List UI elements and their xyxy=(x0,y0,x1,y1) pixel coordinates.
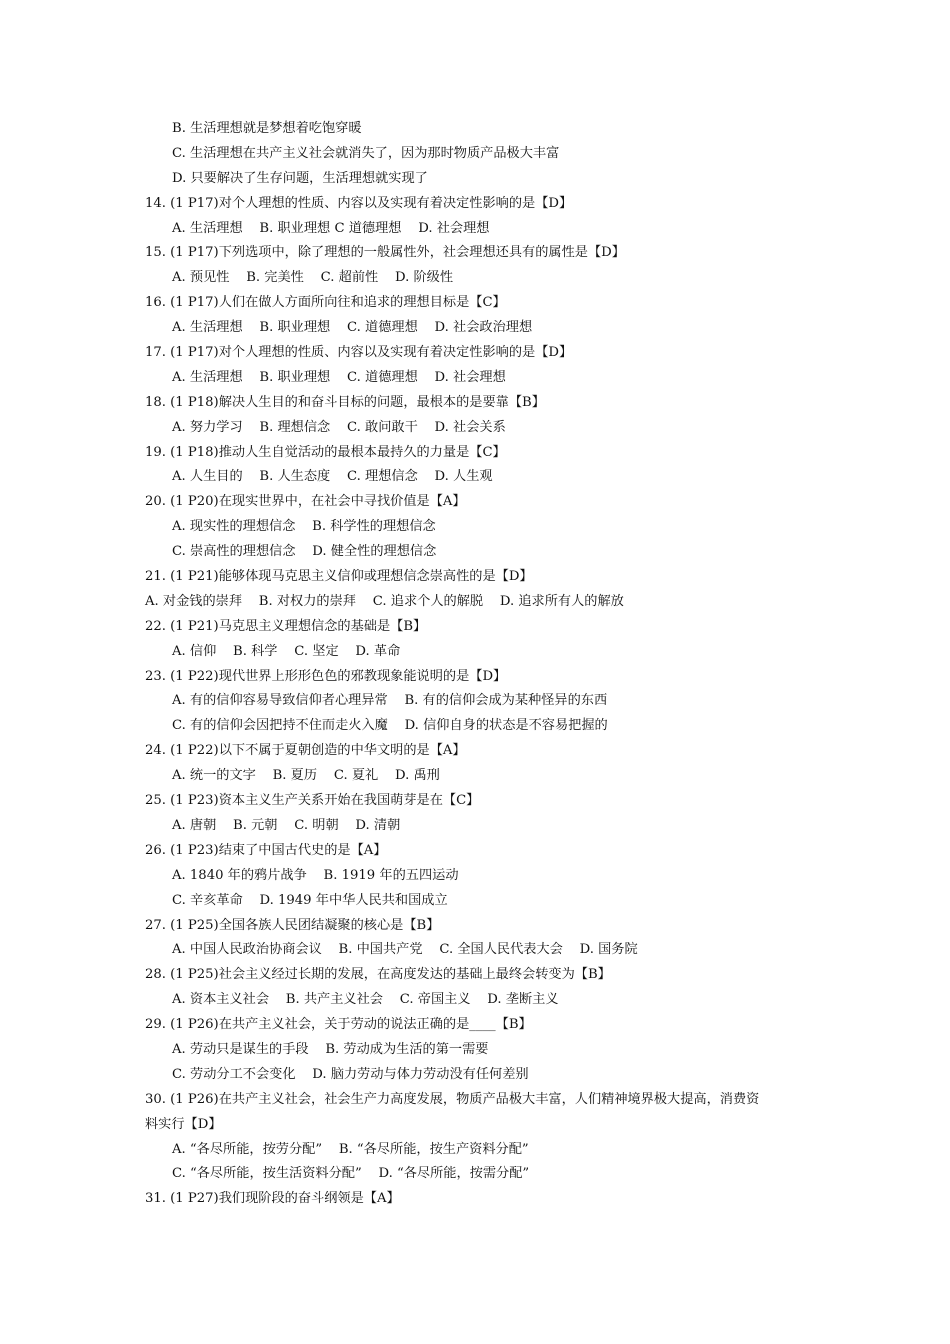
question-line: 26. (1 P23)结束了中国古代史的是【A】 xyxy=(145,842,387,858)
option-line: A. 预见性 B. 完美性 C. 超前性 D. 阶级性 xyxy=(172,270,454,286)
question-line: 20. (1 P20)在现实世界中，在社会中寻找价值是【A】 xyxy=(145,494,466,510)
option-line: C. 辛亥革命 D. 1949 年中华人民共和国成立 xyxy=(172,892,448,908)
option-line: 料实行【D】 xyxy=(145,1116,222,1132)
option-line: A. 现实性的理想信念 B. 科学性的理想信念 xyxy=(172,519,436,535)
question-line: 16. (1 P17)人们在做人方面所向往和追求的理想目标是【C】 xyxy=(145,295,506,311)
option-line: A. 生活理想 B. 职业理想 C 道德理想 D. 社会理想 xyxy=(172,220,490,236)
option-line: A. 人生目的 B. 人生态度 C. 理想信念 D. 人生观 xyxy=(172,469,493,485)
option-line: A. 中国人民政治协商会议 B. 中国共产党 C. 全国人民代表大会 D. 国务院 xyxy=(172,942,638,958)
question-line: 24. (1 P22)以下不属于夏朝创造的中华文明的是【A】 xyxy=(145,743,466,759)
option-line: A. 1840 年的鸦片战争 B. 1919 年的五四运动 xyxy=(172,867,459,883)
option-line: A. 有的信仰容易导致信仰者心理异常 B. 有的信仰会成为某种怪异的东西 xyxy=(172,693,608,709)
option-line: A. 生活理想 B. 职业理想 C. 道德理想 D. 社会理想 xyxy=(172,369,506,385)
option-line: A. 资本主义社会 B. 共产主义社会 C. 帝国主义 D. 垄断主义 xyxy=(172,992,559,1008)
question-line: 22. (1 P21)马克思主义理想信念的基础是【B】 xyxy=(145,618,427,634)
question-line: 27. (1 P25)全国各族人民团结凝聚的核心是【B】 xyxy=(145,917,440,933)
question-line: 14. (1 P17)对个人理想的性质、内容以及实现有着决定性影响的是【D】 xyxy=(145,195,573,211)
option-line: A. 统一的文字 B. 夏历 C. 夏礼 D. 禹刑 xyxy=(172,768,440,784)
question-line: 15. (1 P17)下列选项中，除了理想的一般属性外，社会理想还具有的属性是【D】 xyxy=(145,245,625,261)
option-line: C. 生活理想在共产主义社会就消失了，因为那时物质产品极大丰富 xyxy=(172,145,560,161)
option-line: C. “各尽所能，按生活资料分配” D. “各尽所能，按需分配” xyxy=(172,1166,530,1182)
option-line: A. 对金钱的崇拜 B. 对权力的崇拜 C. 追求个人的解脱 D. 追求所有人的解放 xyxy=(145,593,624,609)
option-line: C. 有的信仰会因把持不住而走火入魔 D. 信仰自身的状态是不容易把握的 xyxy=(172,718,608,734)
question-line: 23. (1 P22)现代世界上形形色色的邪教现象能说明的是【D】 xyxy=(145,668,507,684)
option-line: D. 只要解决了生存问题，生活理想就实现了 xyxy=(172,170,428,186)
option-line: C. 劳动分工不会变化 D. 脑力劳动与体力劳动没有任何差别 xyxy=(172,1066,529,1082)
question-line: 18. (1 P18)解决人生目的和奋斗目标的问题，最根本的是要靠【B】 xyxy=(145,394,545,410)
question-line: 17. (1 P17)对个人理想的性质、内容以及实现有着决定性影响的是【D】 xyxy=(145,345,573,361)
option-line: A. 努力学习 B. 理想信念 C. 敢问敢干 D. 社会关系 xyxy=(172,419,506,435)
option-line: A. 唐朝 B. 元朝 C. 明朝 D. 清朝 xyxy=(172,817,401,833)
option-line: C. 崇高性的理想信念 D. 健全性的理想信念 xyxy=(172,544,437,560)
option-line: B. 生活理想就是梦想着吃饱穿暖 xyxy=(172,121,362,136)
question-line: 25. (1 P23)资本主义生产关系开始在我国萌芽是在【C】 xyxy=(145,793,480,809)
question-line: 28. (1 P25)社会主义经过长期的发展，在高度发达的基础上最终会转变为【B】 xyxy=(145,967,611,983)
option-line: A. 信仰 B. 科学 C. 坚定 D. 革命 xyxy=(172,643,401,659)
option-line: A. 生活理想 B. 职业理想 C. 道德理想 D. 社会政治理想 xyxy=(172,320,533,336)
question-line: 19. (1 P18)推动人生自觉活动的最根本最持久的力量是【C】 xyxy=(145,444,506,460)
question-line: 31. (1 P27)我们现阶段的奋斗纲领是【A】 xyxy=(145,1191,400,1207)
option-line: A. “各尽所能，按劳分配” B. “各尽所能，按生产资料分配” xyxy=(172,1141,529,1157)
question-line: 21. (1 P21)能够体现马克思主义信仰或理想信念崇高性的是【D】 xyxy=(145,569,533,585)
option-line: A. 劳动只是谋生的手段 B. 劳动成为生活的第一需要 xyxy=(172,1041,489,1057)
question-line: 30. (1 P26)在共产主义社会，社会生产力高度发展，物质产品极大丰富，人们精神境界极大提高，消费资 xyxy=(145,1091,760,1107)
question-line: 29. (1 P26)在共产主义社会，关于劳动的说法正确的是____【B】 xyxy=(145,1017,532,1033)
question-list xyxy=(0,117,950,1212)
